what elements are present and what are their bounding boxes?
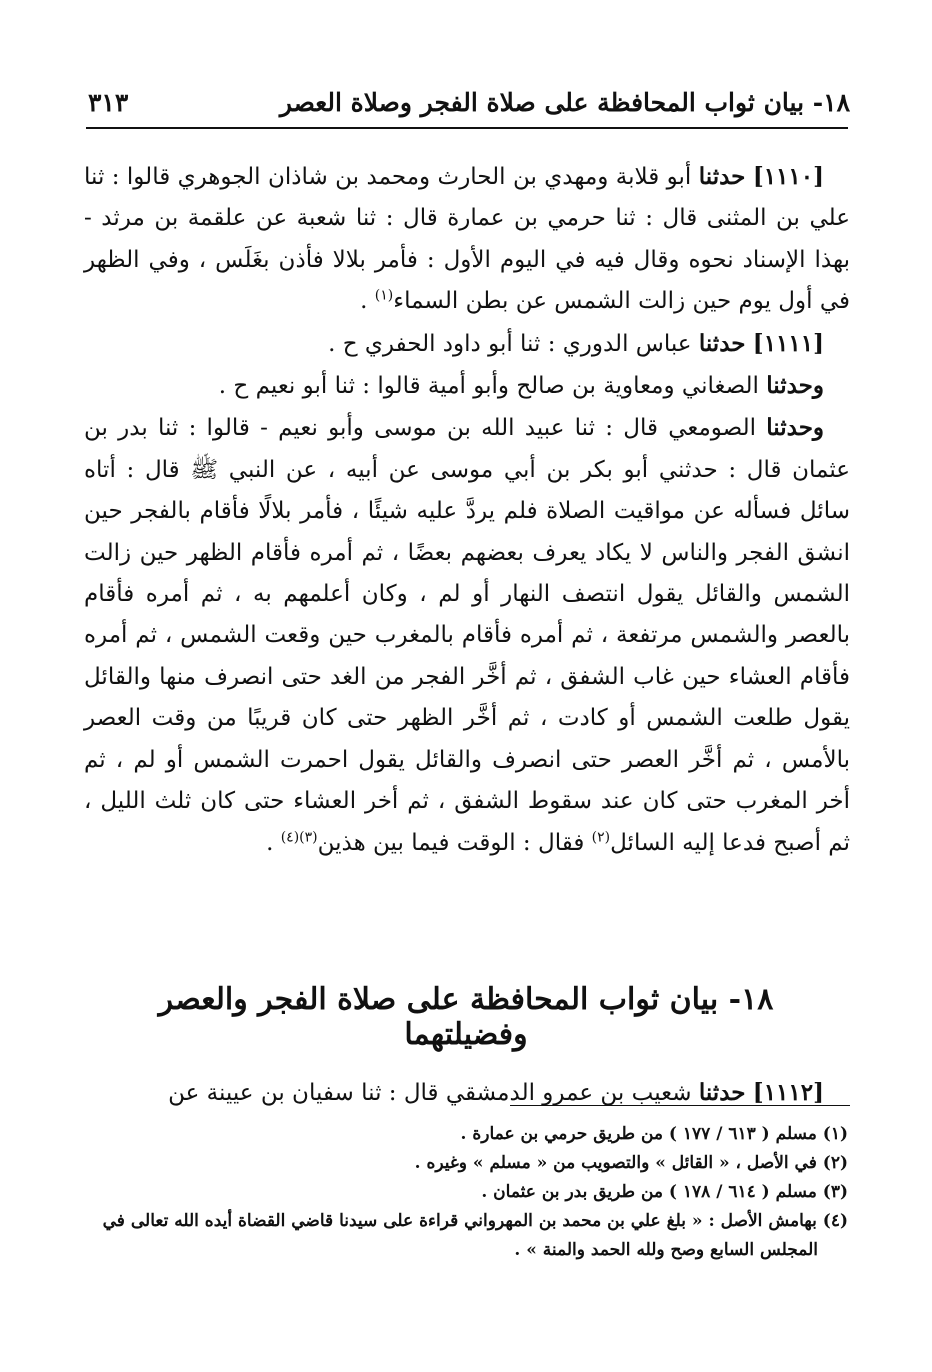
narration-text: الصغاني ومعاوية بن صالح وأبو أمية قالوا : ثنا أبو نعيم ح . [218, 373, 759, 400]
hadith-number: [١١١١] [752, 329, 824, 357]
footnote-1: (١) مسلم ( ٦١٣ / ١٧٧ ) من طريق حرمي بن عمارة . [460, 1124, 848, 1144]
footnote-4-continued: المجلس السابع وصح ولله الحمد والمنة » . [514, 1240, 818, 1260]
hadith-text: شعيب بن عمرو الدمشقي قال : ثنا سفيان بن عيينة عن [168, 1080, 692, 1106]
narration-text: الصومعي قال : ثنا عبيد الله بن موسى وأبو نعيم - قالوا : ثنا بدر بن عثمان قال : حدثني أبو بكر بن أبي موسى عن أبيه ، عن النبي ﷺ قال : أتاه سائل فسأله عن مواقيت الصلاة فلم يردَّ عليه شيئًا ، فأمر بلالًا فأقام بالفجر حين انشق الفجر والناس لا يكاد يعرف بعضهم بعضًا ، ثم أمره فأقام الظهر حين زالت الشمس والقائل يقول انتصف النهار أو لم ، وكان أعلمهم به ، ثم أمره فأقام بالعصر والشمس مرتفعة ، ثم أمره فأقام بالمغرب حين وقعت الشمس ، ثم أمره فأقام العشاء حين غاب الشفق ، ثم أخَّر الفجر من الغد حتى انصرف منها والقائل يقول طلعت الشمس أو كادت ، ثم أخَّر الظهر حتى كان قريبًا من وقت العصر بالأمس ، ثم أخَّر العصر حتى انصرف والقائل يقول احمرت الشمس أو لم ، ثم أخر المغرب حتى كان عند سقوط الشفق ، ثم أخر العشاء حتى كان ثلث الليل ، ثم أصبح فدعا إليه السائل [84, 415, 850, 856]
footnote-3: (٣) مسلم ( ٦١٤ / ١٧٨ ) من طريق بدر بن عثمان . [481, 1182, 848, 1202]
narration-keyword: حدثنا [698, 329, 746, 357]
footnote-4: (٤) بهامش الأصل : « بلغ علي بن محمد بن المهرواني قراءة على سيدنا قاضي القضاة أيده الله تعالى في [102, 1211, 848, 1231]
footnote-2: (٢) في الأصل ، « القائل » والتصويب من « مسلم » وغيره . [414, 1153, 848, 1173]
footnote-rule [510, 1105, 850, 1106]
footnotes [90, 1120, 848, 1265]
narration-keyword: حدثنا [698, 163, 746, 190]
narration-text: فقال : الوقت فيما بين هذين [317, 829, 592, 856]
narration-keyword: وحدثنا [766, 372, 824, 400]
main-text [84, 156, 850, 864]
page-number: ٣١٣ [88, 87, 129, 117]
hadith-text: أبو قلابة ومهدي بن الحارث ومحمد بن شاذان الجوهري قالوا : ثنا علي بن المثنى قال : ثنا حرمي بن عمارة قال : ثنا شعبة عن علقمة بن مرثد - بهذا الإسناد نحوه وقال فيه في اليوم الأول : فأمر بلالا فأذن بغَلَس ، وفي الظهر في أول يوم حين زالت الشمس عن بطن السماء [84, 164, 850, 315]
footnote-ref: (١) [374, 287, 394, 304]
section-heading: ١٨- بيان ثواب المحافظة على صلاة الفجر والعصر وفضيلتهما [158, 982, 774, 1052]
footnote-ref: (٣)(٤) [280, 828, 318, 845]
running-header [88, 82, 850, 122]
sentence-end: . [360, 288, 375, 315]
hadith-1110 [84, 156, 850, 323]
footnote-ref: (٢) [591, 828, 611, 845]
hadith-1111 [84, 323, 850, 365]
header-title: ١٨- بيان ثواب المحافظة على صلاة الفجر وصلاة العصر [279, 87, 850, 117]
narration-paragraph [84, 365, 850, 407]
hadith-1112 [84, 1073, 850, 1113]
narration-keyword: وحدثنا [766, 414, 825, 442]
hadith-number: [١١١٠] [752, 163, 825, 190]
narration-keyword: حدثنا [698, 1079, 746, 1106]
sentence-end: . [266, 829, 281, 856]
header-rule [86, 127, 848, 129]
hadith-text: عباس الدوري : ثنا أبو داود الحفري ح . [328, 330, 692, 357]
narration-paragraph [84, 407, 850, 863]
hadith-number: [١١١٢] [752, 1079, 824, 1106]
